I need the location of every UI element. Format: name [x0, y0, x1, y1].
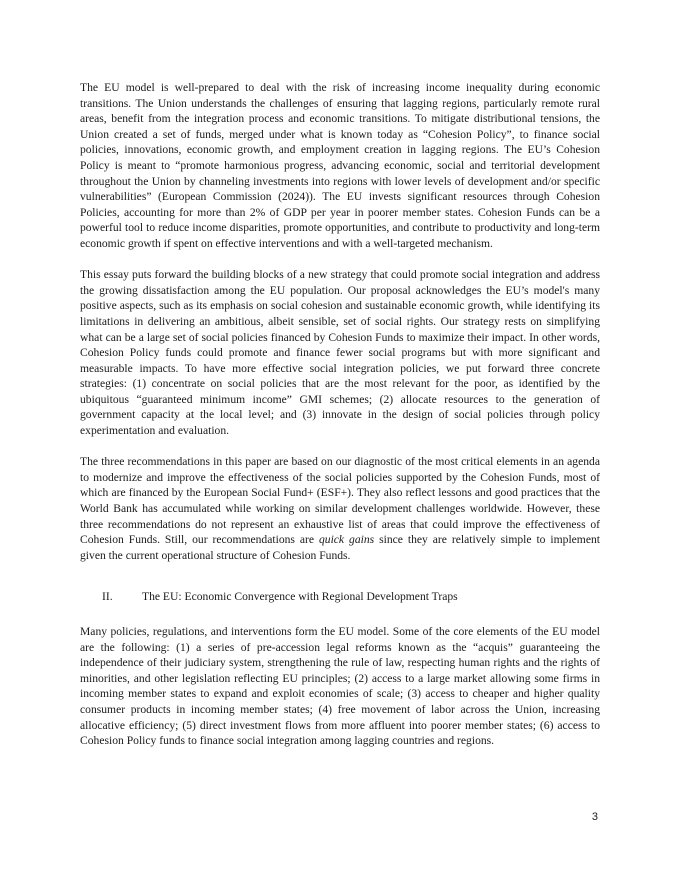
recommendations-text-start: The three recommendations in this paper are based on our diagnostic of the most critical elements in an agenda to modernize and improve the effectiveness of the social policies supported by the Cohesion Funds, most of which are financed by the European Social Fund+ (ESF+). They also reflect lessons and good practices that the World Bank has accumulated while working on similar development challenges worldwide. However, these three recommendations do not represent an exhaustive list of areas that could improve the effectiveness of Cohesion Funds. Still, our recommendations are	[80, 455, 600, 547]
page-body	[80, 80, 600, 764]
section-heading	[80, 589, 600, 605]
paragraph-eu-model: Many policies, regulations, and interventions form the EU model. Some of the core elements of the EU model are the following: (1) a series of pre-accession legal reforms known as the “acquis” guaranteeing the independence of their judiciary system, strengthening the rule of law, respecting human rights and the rights of minorities, and other legislation reflecting EU principles; (2) access to a large market allowing some firms in incoming member states to expand and exploit economies of scale; (3) access to cheaper and higher quality consumer products in incoming member states; (4) free movement of labor across the Union, increasing allocative efficiency; (5) direct investment flows from more affluent into poorer member states; (6) access to Cohesion Policy funds to finance social integration among lagging countries and regions.	[80, 625, 600, 748]
paragraph-recommendations	[80, 454, 600, 563]
section-title: The EU: Economic Convergence with Regional Development Traps	[142, 590, 458, 604]
recommendations-text-end: since they are relatively simple to implement given the current operational structure of Cohesion Funds.	[80, 533, 600, 562]
paragraph-strategy: This essay puts forward the building blocks of a new strategy that could promote social integration and address the growing dissatisfaction among the EU population. Our proposal acknowledges the EU’s model's many positive aspects, such as its emphasis on social cohesion and sustainable economic growth, while identifying its limitations in delivering an ambitious, albeit sensible, set of social rights. Our strategy rests on simplifying what can be a large set of social policies financed by Cohesion Funds to maximize their impact. In other words, Cohesion Policy funds could promote and finance fewer social programs but with more significant and measurable impacts. To have more effective social integration policies, we put forward three concrete strategies: (1) concentrate on social policies that are the most relevant for the poor, as identified by the ubiquitous “guaranteed minimum income” GMI schemes; (2) allocate resources to the generation of government capacity at the local level; and (3) innovate in the design of social policies through policy experimentation and evaluation.	[80, 268, 600, 438]
page-number: 3	[591, 811, 598, 823]
quick-gains-emphasis: quick gains	[318, 533, 375, 547]
section-number: II.	[102, 590, 113, 604]
paragraph-cohesion-policy: The EU model is well-prepared to deal with the risk of increasing income inequality during economic transitions. The Union understands the challenges of ensuring that lagging regions, particularly remote rural areas, benefit from the integration process and economic transitions. To mitigate distributional tensions, the Union created a set of funds, merged under what is known today as “Cohesion Policy”, to finance social policies, innovations, economic growth, and employment creation in lagging regions. The EU’s Cohesion Policy is meant to “promote harmonious progress, advancing economic, social and territorial development throughout the Union by channeling investments into regions with lower levels of development and/or specific vulnerabilities” (European Commission (2024)). The EU invests significant resources through Cohesion Policies, accounting for more than 2% of GDP per year in poorer member states. Cohesion Funds can be a powerful tool to reduce income disparities, promote opportunities, and contribute to productivity and long-term economic growth if spent on effective interventions and with a well-targeted mechanism.	[80, 81, 600, 250]
